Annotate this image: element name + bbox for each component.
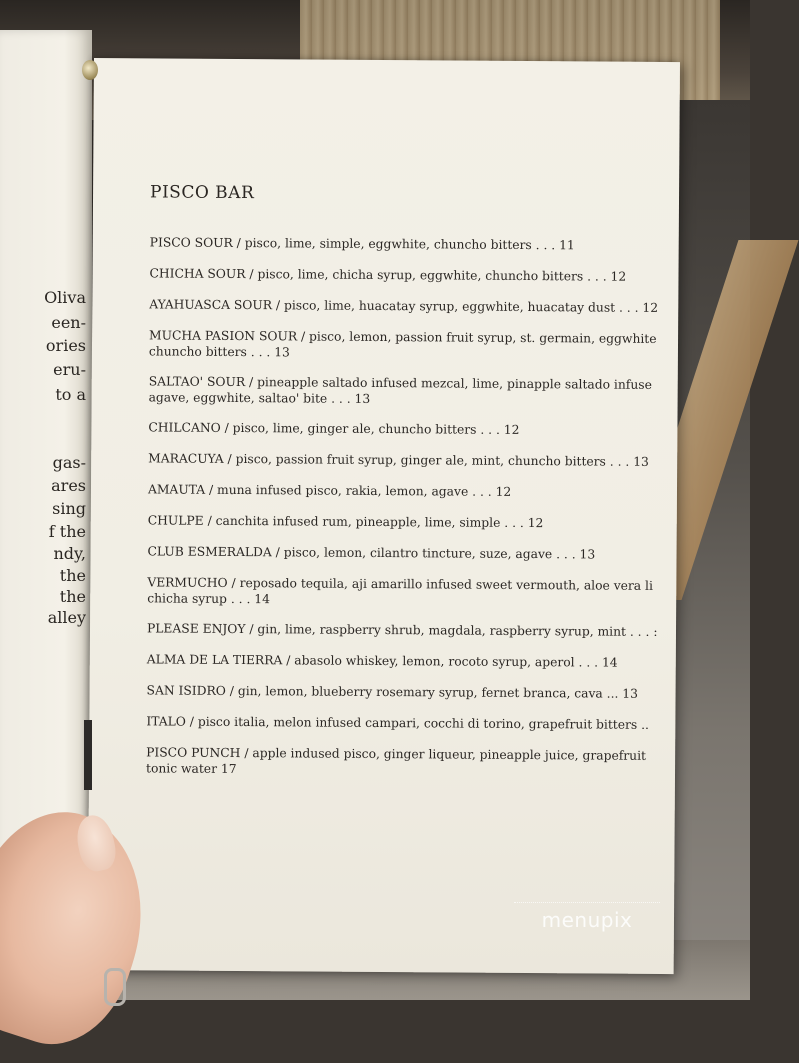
item-description: / pisco italia, melon infused campari, cocchi di torino, grapefruit bitters ..	[185, 714, 650, 732]
item-description: / pisco, lemon, passion fruit syrup, st. germain, eggwhite	[297, 329, 657, 346]
menu-item	[148, 450, 649, 469]
item-description: / abasolo whiskey, lemon, rocoto syrup, aperol . . . 14	[282, 653, 618, 670]
item-name: PLEASE ENJOY	[146, 621, 246, 637]
binding-rivet-icon	[82, 60, 98, 80]
item-name: MUCHA PASION SOUR	[149, 328, 298, 344]
item-description-cont: chicha syrup . . . 14	[147, 591, 271, 607]
menu-item	[146, 620, 658, 639]
item-name: ITALO	[146, 714, 186, 729]
item-description: / pisco, lime, chicha syrup, eggwhite, chuncho bitters . . . 12	[245, 267, 627, 284]
left-page-line: gas-	[52, 453, 86, 472]
menu-item	[148, 419, 608, 438]
item-description: / pineapple saltado infused mezcal, lime, pinapple saltado infuse	[245, 375, 652, 392]
left-page-line: Oliva	[44, 288, 86, 307]
item-name: AMAUTA	[147, 482, 206, 497]
left-page-line: ndy,	[53, 544, 86, 563]
menu-item	[149, 296, 659, 315]
item-name: SAN ISIDRO	[146, 683, 226, 698]
item-name: ALMA DE LA TIERRA	[146, 652, 283, 668]
item-name: CLUB ESMERALDA	[147, 544, 272, 560]
left-page-line: f the	[48, 522, 86, 541]
menu-item	[149, 265, 627, 284]
item-description: / pisco, lime, huacatay syrup, eggwhite, huacatay dust . . . 12	[271, 298, 659, 315]
item-description-cont: agave, eggwhite, saltao' bite . . . 13	[148, 390, 371, 406]
item-description: / muna infused pisco, rakia, lemon, agave . . . 12	[205, 482, 512, 499]
item-name: VERMUCHO	[147, 575, 228, 590]
left-page-line: eru-	[53, 360, 86, 379]
item-name: CHILCANO	[148, 420, 221, 435]
left-page-line: the	[59, 566, 86, 585]
ring	[104, 968, 126, 1006]
menu-item	[150, 234, 610, 253]
menu-item-list	[145, 234, 659, 793]
menu-item	[147, 574, 653, 609]
left-page-line: alley	[47, 608, 86, 627]
item-description: / pisco, lime, simple, eggwhite, chuncho bitters . . . 11	[232, 235, 575, 253]
item-description: / canchita infused rum, pineapple, lime, simple . . . 12	[203, 513, 544, 531]
menu-item	[148, 543, 608, 562]
menu-item	[146, 651, 618, 670]
left-page-line: ories	[45, 336, 86, 355]
item-description: / pisco, lime, ginger ale, chuncho bitters . . . 12	[220, 420, 520, 437]
left-page-line: een-	[51, 313, 86, 332]
menu-spine	[84, 720, 92, 790]
menu-item	[148, 512, 608, 531]
left-page	[0, 30, 92, 930]
item-description-cont: tonic water 17	[145, 761, 237, 777]
item-description-cont: chuncho bitters . . . 13	[148, 344, 290, 360]
item-name: SALTAO' SOUR	[148, 374, 246, 390]
menu-item	[148, 481, 608, 500]
menu-page	[88, 58, 680, 974]
left-page-line: to a	[55, 385, 86, 404]
left-page-line: the	[59, 587, 86, 606]
left-page-line: ares	[51, 476, 86, 495]
watermark-logo: menupix	[514, 902, 660, 943]
item-name: PISCO PUNCH	[146, 745, 241, 761]
item-description: / pisco, passion fruit syrup, ginger ale, mint, chuncho bitters . . . 13	[223, 451, 649, 469]
item-name: CHICHA SOUR	[149, 266, 246, 282]
menu-item	[145, 744, 647, 779]
item-description: / pisco, lemon, cilantro tincture, suze, agave . . . 13	[271, 545, 596, 562]
section-title: PISCO BAR	[149, 182, 255, 204]
item-description: / reposado tequila, aji amarillo infused sweet vermouth, aloe vera li	[227, 575, 653, 593]
item-name: PISCO SOUR	[149, 235, 233, 250]
item-name: MARACUYA	[148, 451, 224, 466]
left-page-line: sing	[52, 499, 86, 518]
item-name: CHULPE	[147, 513, 204, 528]
menu-item	[148, 373, 652, 408]
menu-item	[146, 713, 650, 732]
item-name: AYAHUASCA SOUR	[149, 297, 273, 313]
menu-item	[146, 682, 639, 701]
menu-item	[148, 327, 657, 362]
item-description: / gin, lemon, blueberry rosemary syrup, fernet branca, cava ... 13	[225, 683, 639, 701]
item-description: / apple indused pisco, ginger liqueur, pineapple juice, grapefruit	[240, 746, 647, 763]
item-description: / gin, lime, raspberry shrub, magdala, raspberry syrup, mint . . . :	[245, 622, 658, 639]
